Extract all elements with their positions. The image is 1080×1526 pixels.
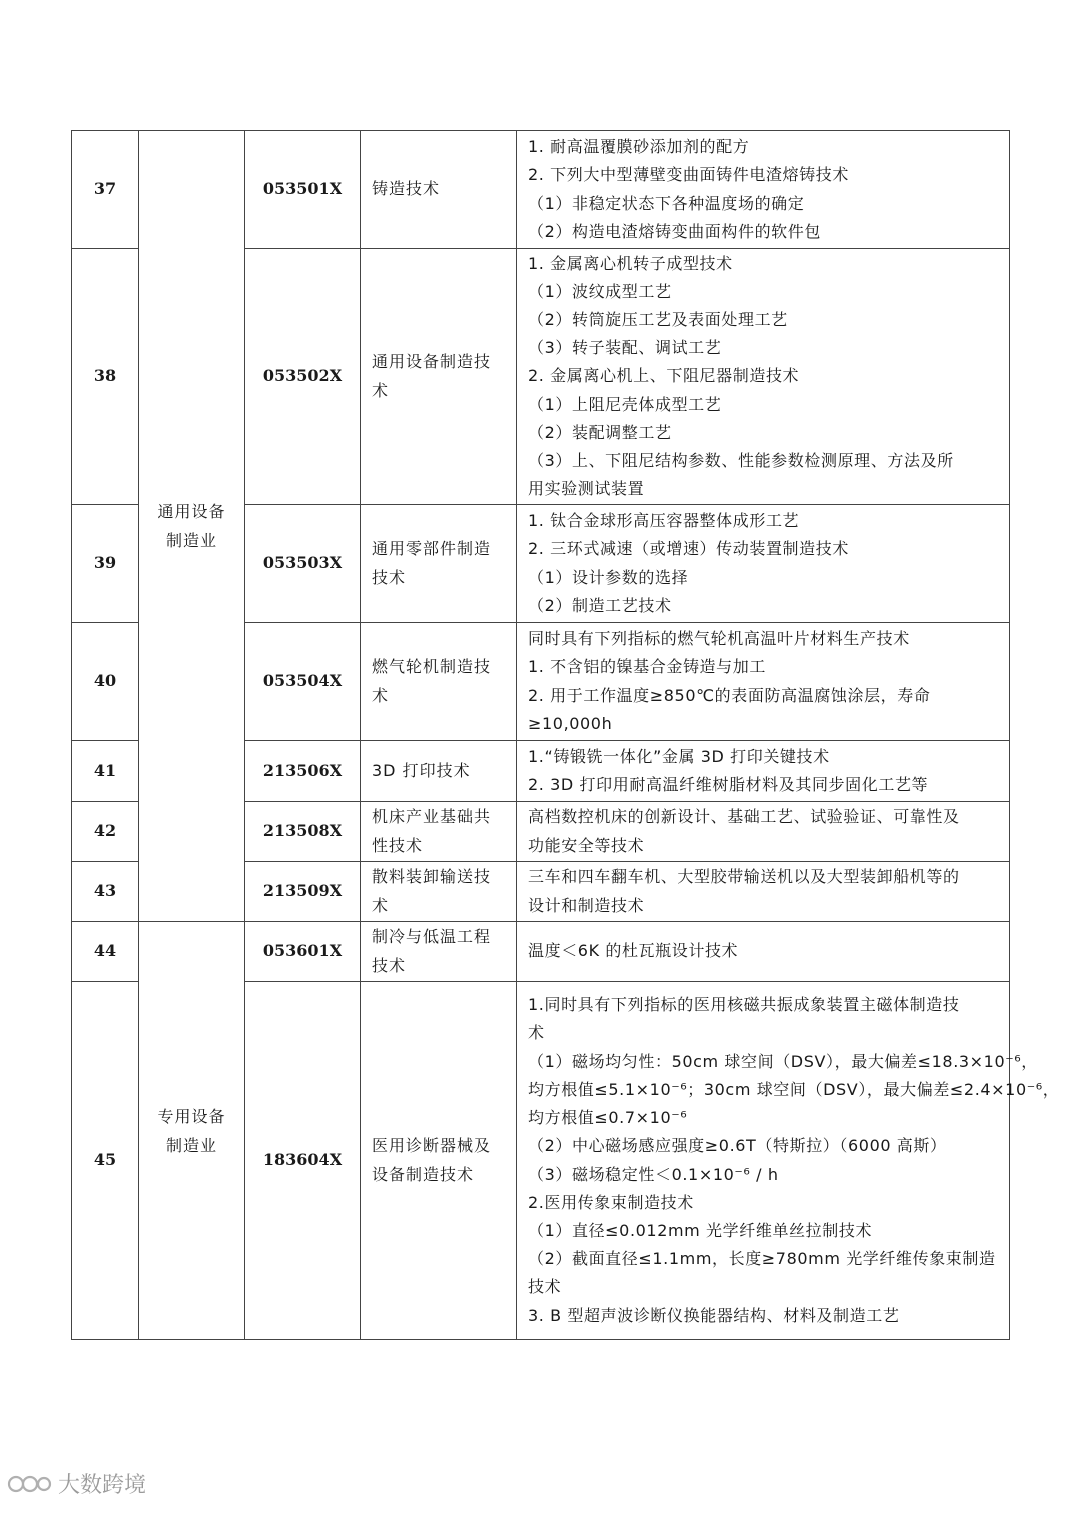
row-number: 43 bbox=[72, 862, 139, 922]
tech-description bbox=[517, 623, 1010, 741]
description-line: 1. 金属离心机转子成型技术 bbox=[528, 253, 733, 273]
description-line: 功能安全等技术 bbox=[528, 835, 645, 855]
description-line: 3. B 型超声波诊断仪换能器结构、材料及制造工艺 bbox=[528, 1305, 900, 1325]
industry-label-line: 制造业 bbox=[165, 531, 217, 550]
description-line: 2. 用于工作温度≥850℃的表面防高温腐蚀涂层，寿命 bbox=[528, 685, 931, 705]
description-line: （1）波纹成型工艺 bbox=[528, 281, 672, 301]
tech-name-line: 散料装卸输送技 bbox=[372, 867, 492, 887]
description-line: 2. 金属离心机上、下阻尼器制造技术 bbox=[528, 366, 800, 386]
tech-description bbox=[517, 982, 1060, 1340]
tech-name-line: 术 bbox=[372, 685, 390, 705]
brand-logo-icon bbox=[6, 1470, 52, 1498]
tech-name-line: 设备制造技术 bbox=[372, 1164, 475, 1184]
tech-name bbox=[361, 623, 517, 741]
row-number: 39 bbox=[72, 505, 139, 623]
watermark-text: 大数跨境 bbox=[58, 1473, 147, 1498]
tech-name-line: 性技术 bbox=[372, 835, 424, 855]
row-number: 41 bbox=[72, 741, 139, 802]
description-line: 温度＜6K 的杜瓦瓶设计技术 bbox=[528, 941, 739, 961]
description-line: （2）制造工艺技术 bbox=[528, 595, 672, 615]
tech-description bbox=[517, 249, 1010, 505]
table-row bbox=[72, 131, 1010, 249]
tech-name-line: 通用零部件制造 bbox=[372, 539, 492, 559]
tech-name-line: 通用设备制造技 bbox=[372, 352, 492, 372]
description-line: （1）直径≤0.012mm 光学纤维单丝拉制技术 bbox=[528, 1220, 873, 1240]
description-line: 同时具有下列指标的燃气轮机高温叶片材料生产技术 bbox=[528, 629, 910, 649]
description-line: （2）构造电渣熔铸变曲面构件的软件包 bbox=[528, 221, 821, 241]
description-line: （2）中心磁场感应强度≥0.6T（特斯拉）（6000 高斯） bbox=[528, 1136, 947, 1156]
description-line: 均方根值≤5.1×10⁻⁶；30cm 球空间（DSV），最大偏差≤2.4×10⁻⁶， bbox=[528, 1079, 1060, 1099]
tech-code: 053501X bbox=[245, 131, 361, 249]
description-line: （1）磁场均匀性：50cm 球空间（DSV），最大偏差≤18.3×10⁻⁶， bbox=[528, 1051, 1038, 1071]
tech-name-line: 技术 bbox=[372, 955, 407, 975]
tech-name bbox=[361, 802, 517, 862]
description-line: 1. 不含铝的镍基合金铸造与加工 bbox=[528, 657, 766, 677]
tech-description bbox=[517, 505, 1010, 623]
tech-code: 213508X bbox=[245, 802, 361, 862]
watermark bbox=[6, 1468, 146, 1499]
tech-name-line: 铸造技术 bbox=[372, 179, 441, 199]
description-line: 高档数控机床的创新设计、基础工艺、试验验证、可靠性及 bbox=[528, 807, 960, 827]
tech-name-line: 术 bbox=[372, 895, 390, 915]
tech-name-line: 技术 bbox=[372, 567, 407, 587]
industry-label-line: 专用设备 bbox=[157, 1106, 226, 1126]
industry-label-line: 制造业 bbox=[165, 1135, 217, 1155]
tech-code: 053601X bbox=[245, 922, 361, 982]
description-line: 术 bbox=[528, 1023, 545, 1043]
row-number: 45 bbox=[72, 982, 139, 1340]
description-line: 1.“铸锻铣一体化”金属 3D 打印关键技术 bbox=[528, 746, 830, 766]
tech-description bbox=[517, 802, 1010, 862]
tech-description bbox=[517, 131, 1010, 249]
tech-name bbox=[361, 862, 517, 922]
description-line: 1. 耐高温覆膜砂添加剂的配方 bbox=[528, 137, 750, 157]
row-number: 42 bbox=[72, 802, 139, 862]
tech-name-line: 3D 打印技术 bbox=[372, 760, 471, 780]
tech-name-line: 制冷与低温工程 bbox=[372, 927, 492, 947]
tech-code: 053504X bbox=[245, 623, 361, 741]
description-line: （2）截面直径≤1.1mm，长度≥780mm 光学纤维传象束制造 bbox=[528, 1249, 996, 1269]
description-line: 技术 bbox=[528, 1277, 562, 1297]
table-row bbox=[72, 922, 1010, 982]
tech-description bbox=[517, 741, 1010, 802]
description-line: 2. 下列大中型薄壁变曲面铸件电渣熔铸技术 bbox=[528, 165, 849, 185]
description-line: （1）非稳定状态下各种温度场的确定 bbox=[528, 193, 805, 213]
tech-description bbox=[517, 922, 1010, 982]
description-line: （3）转子装配、调试工艺 bbox=[528, 338, 722, 358]
tech-catalog-table bbox=[71, 130, 1060, 1340]
description-line: 均方根值≤0.7×10⁻⁶ bbox=[528, 1108, 688, 1128]
description-line: 1. 钛合金球形高压容器整体成形工艺 bbox=[528, 511, 800, 531]
row-number: 44 bbox=[72, 922, 139, 982]
description-line: 2. 三环式减速（或增速）传动装置制造技术 bbox=[528, 539, 849, 559]
tech-name bbox=[361, 982, 517, 1340]
description-line: 设计和制造技术 bbox=[528, 895, 645, 915]
tech-name-line: 医用诊断器械及 bbox=[372, 1136, 492, 1156]
tech-name bbox=[361, 741, 517, 802]
description-line: 用实验测试装置 bbox=[528, 479, 645, 499]
row-number: 37 bbox=[72, 131, 139, 249]
tech-name bbox=[361, 131, 517, 249]
description-line: ≥10,000h bbox=[528, 713, 613, 733]
tech-description bbox=[517, 862, 1010, 922]
description-line: （1）设计参数的选择 bbox=[528, 567, 689, 587]
tech-name bbox=[361, 249, 517, 505]
description-line: （3）上、下阻尼结构参数、性能参数检测原理、方法及所 bbox=[528, 451, 954, 470]
tech-code: 183604X bbox=[245, 982, 361, 1340]
tech-name-line: 机床产业基础共 bbox=[372, 807, 492, 827]
tech-name bbox=[361, 922, 517, 982]
tech-code: 213509X bbox=[245, 862, 361, 922]
tech-code: 053502X bbox=[245, 249, 361, 505]
row-number: 40 bbox=[72, 623, 139, 741]
description-line: （3）磁场稳定性＜0.1×10⁻⁶ / h bbox=[528, 1164, 779, 1184]
tech-code: 213506X bbox=[245, 741, 361, 802]
description-line: 2.医用传象束制造技术 bbox=[528, 1192, 694, 1212]
tech-code: 053503X bbox=[245, 505, 361, 623]
description-line: （1）上阻尼壳体成型工艺 bbox=[528, 394, 722, 414]
tech-name-line: 燃气轮机制造技 bbox=[372, 657, 492, 677]
row-number: 38 bbox=[72, 249, 139, 505]
description-line: 2. 3D 打印用耐高温纤维树脂材料及其同步固化工艺等 bbox=[528, 775, 929, 794]
tech-name-line: 术 bbox=[372, 380, 390, 400]
tech-name bbox=[361, 505, 517, 623]
industry-label-line: 通用设备 bbox=[157, 502, 226, 521]
description-line: 三车和四车翻车机、大型胶带输送机以及大型装卸船机等的 bbox=[528, 867, 960, 887]
industry-cell bbox=[139, 922, 245, 1340]
industry-cell bbox=[139, 131, 245, 922]
description-line: （2）装配调整工艺 bbox=[528, 422, 672, 442]
description-line: （2）转筒旋压工艺及表面处理工艺 bbox=[528, 309, 788, 329]
description-line: 1.同时具有下列指标的医用核磁共振成象装置主磁体制造技 bbox=[528, 995, 960, 1015]
